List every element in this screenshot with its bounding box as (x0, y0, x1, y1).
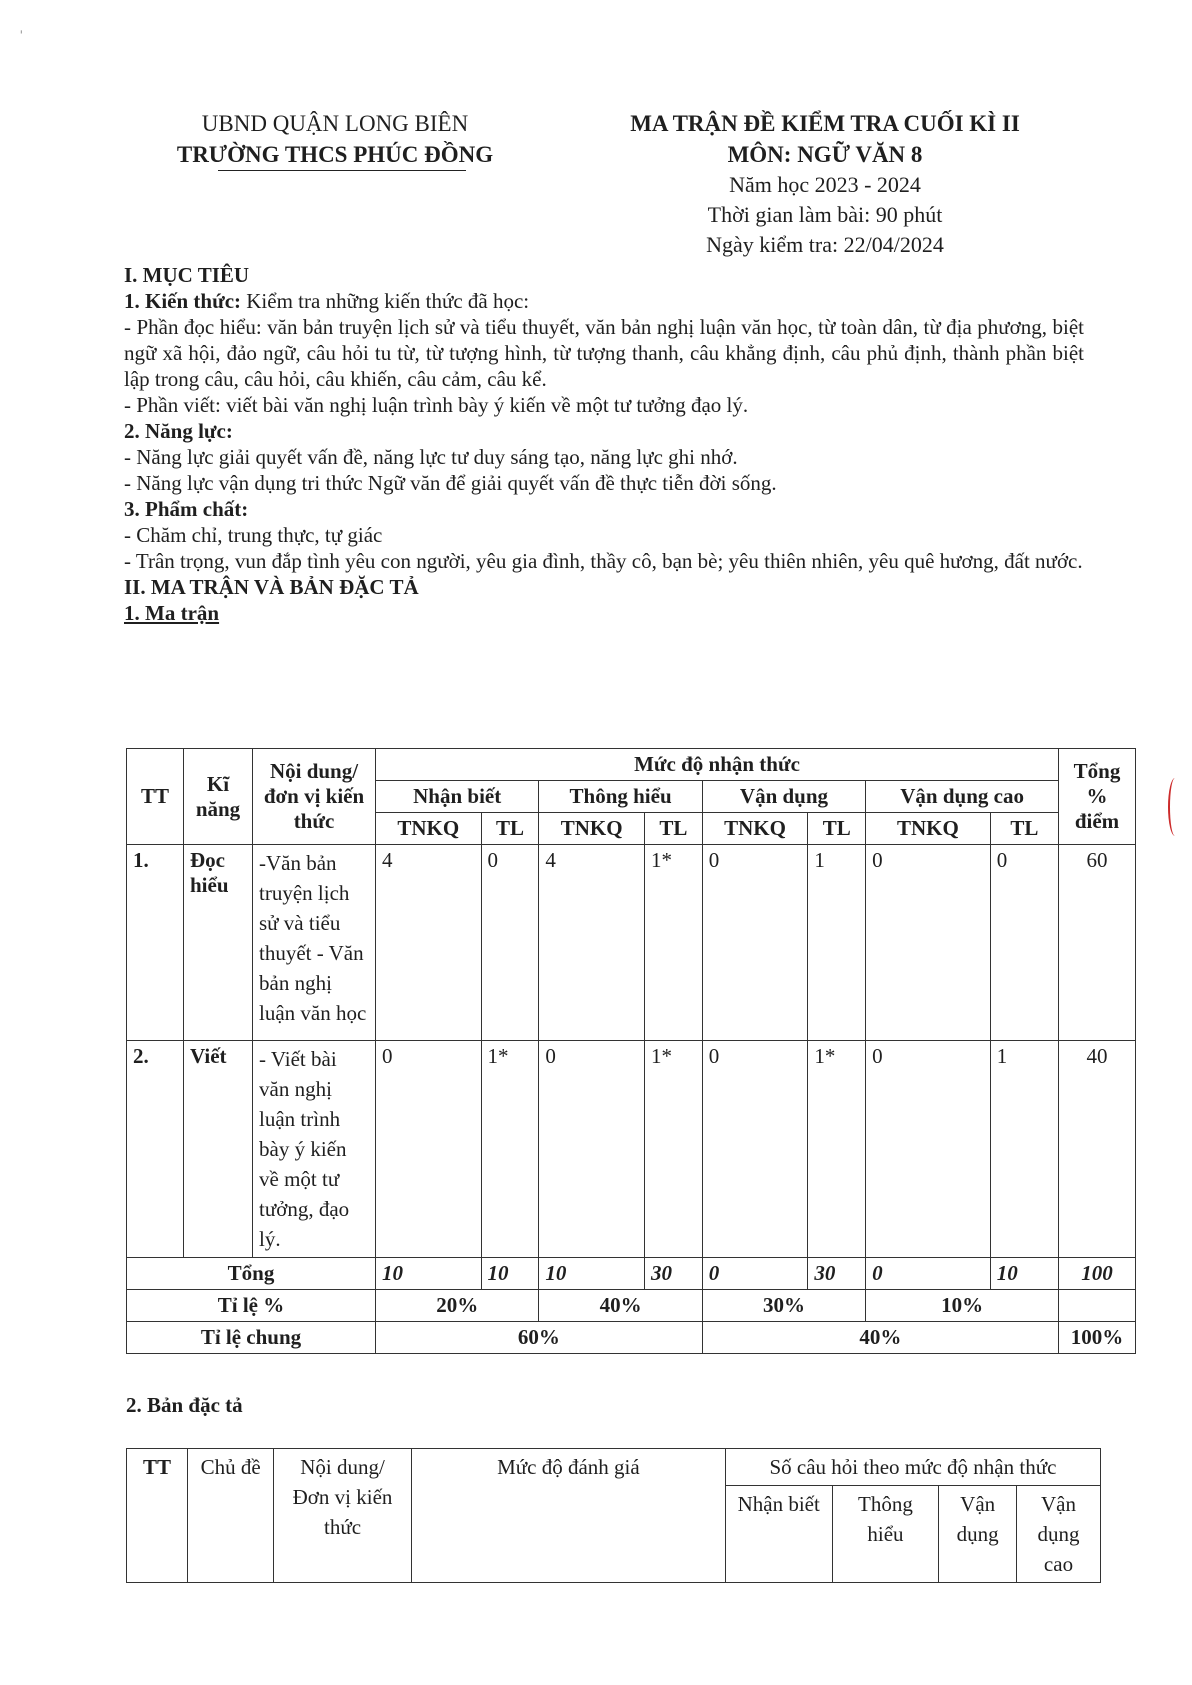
cell: 1* (808, 1041, 866, 1258)
quality-heading: 3. Phẩm chất: (124, 497, 249, 521)
ratio-cell: 20% (376, 1290, 539, 1322)
spec-count-apply: Vận dụng (939, 1486, 1017, 1583)
level-apply-high: Vận dụng cao (866, 781, 1059, 813)
cell: 1 (808, 845, 866, 1041)
level-recognize: Nhận biết (376, 781, 539, 813)
tl-header: TL (644, 813, 702, 845)
district-name: UBND QUẬN LONG BIÊN (201, 111, 469, 136)
col-total: Tổng % điểm (1059, 749, 1136, 845)
level-understand: Thông hiểu (539, 781, 702, 813)
reading-objective: - Phần đọc hiểu: văn bản truyện lịch sử và tiểu thuyết, văn bản nghị luận văn học, từ toàn dân, từ địa phương, biệt ngữ xã hội, đảo ngữ, câu hỏi tu từ, từ tượng hình, từ tượng thanh, câu khẳng định, câu phủ định, thành phần biệt lập trong câu, câu hỏi, câu khiến, câu cảm, câu kể. (124, 315, 1084, 391)
cell: 0 (376, 1041, 482, 1258)
sum-cell: 30 (808, 1258, 866, 1290)
ratio-cell: 10% (866, 1290, 1059, 1322)
cell: 4 (376, 845, 482, 1041)
col-level-group: Mức độ nhận thức (376, 749, 1059, 781)
spec-table (126, 1448, 1101, 1583)
cell: 0 (481, 845, 539, 1041)
quality-item-1: - Chăm chỉ, trung thực, tự giác (124, 523, 383, 547)
spec-col-count: Số câu hỏi theo mức độ nhận thức (725, 1449, 1100, 1486)
col-tt: TT (127, 749, 184, 845)
common-cell: 40% (702, 1322, 1058, 1354)
objectives-section (124, 262, 1084, 626)
ability-heading: 2. Năng lực: (124, 419, 233, 443)
cell: 0 (539, 1041, 645, 1258)
ratio-cell: 40% (539, 1290, 702, 1322)
ratio-empty (1059, 1290, 1136, 1322)
cell: 4 (539, 845, 645, 1041)
cell: 1 (990, 1041, 1058, 1258)
section2-heading: II. MA TRẬN VÀ BẢN ĐẶC TẢ (124, 575, 419, 599)
row-total: 40 (1059, 1041, 1136, 1258)
matrix-header-row-1 (127, 749, 1136, 781)
table-row (127, 1041, 1136, 1258)
common-row (127, 1322, 1136, 1354)
row-skill: Đọc hiểu (184, 845, 253, 1041)
sum-cell: 10 (376, 1258, 482, 1290)
tl-header: TL (990, 813, 1058, 845)
cell: 0 (866, 845, 991, 1041)
exam-header (560, 108, 1090, 260)
spec-subheading: 2. Bản đặc tả (126, 1393, 243, 1417)
header-underline (218, 170, 466, 171)
common-cell: 60% (376, 1322, 703, 1354)
ratio-row (127, 1290, 1136, 1322)
exam-duration: Thời gian làm bài: 90 phút (707, 202, 943, 227)
ratio-cell: 30% (702, 1290, 865, 1322)
table-row (127, 845, 1136, 1041)
ability-item-1: - Năng lực giải quyết vấn đề, năng lực tư duy sáng tạo, năng lực ghi nhớ. (124, 445, 738, 469)
exam-date: Ngày kiểm tra: 22/04/2024 (706, 232, 944, 257)
spec-col-level: Mức độ đánh giá (411, 1449, 725, 1583)
tnkq-header: TNKQ (539, 813, 645, 845)
spec-count-apply-high: Vận dụng cao (1017, 1486, 1101, 1583)
row-tt: 2. (127, 1041, 184, 1258)
sum-total: 100 (1059, 1258, 1136, 1290)
school-header (140, 108, 530, 170)
spec-col-topic: Chủ đề (188, 1449, 274, 1583)
red-pen-mark (1168, 778, 1182, 836)
sum-cell: 10 (539, 1258, 645, 1290)
row-content: - Viết bài văn nghị luận trình bày ý kiến về một tư tưởng, đạo lý. (253, 1041, 376, 1258)
spec-count-understand: Thông hiểu (832, 1486, 939, 1583)
spec-col-tt: TT (127, 1449, 188, 1583)
sum-cell: 30 (644, 1258, 702, 1290)
sum-row (127, 1258, 1136, 1290)
tl-header: TL (481, 813, 539, 845)
common-total: 100% (1059, 1322, 1136, 1354)
knowledge-line (124, 288, 1084, 314)
row-skill: Viết (184, 1041, 253, 1258)
cell: 0 (702, 1041, 808, 1258)
col-content: Nội dung/đơn vị kiến thức (253, 749, 376, 845)
ratio-label: Tỉ lệ % (127, 1290, 376, 1322)
sum-cell: 10 (481, 1258, 539, 1290)
tnkq-header: TNKQ (702, 813, 808, 845)
matrix-subheading: 1. Ma trận (124, 601, 220, 625)
knowledge-text: Kiểm tra những kiến thức đã học: (241, 289, 530, 313)
sum-label: Tổng (127, 1258, 376, 1290)
exam-subject: MÔN: NGỮ VĂN 8 (727, 142, 923, 167)
col-skill: Kĩ năng (184, 749, 253, 845)
sum-cell: 10 (990, 1258, 1058, 1290)
spec-header-row-1 (127, 1449, 1101, 1486)
matrix-table (126, 748, 1136, 1354)
spec-count-recognize: Nhận biết (725, 1486, 832, 1583)
row-content: -Văn bản truyện lịch sử và tiểu thuyết - Văn bản nghị luận văn học (253, 845, 376, 1041)
sum-cell: 0 (702, 1258, 808, 1290)
tnkq-header: TNKQ (866, 813, 991, 845)
spec-col-content: Nội dung/ Đơn vị kiến thức (274, 1449, 412, 1583)
level-apply: Vận dụng (702, 781, 865, 813)
school-name: TRƯỜNG THCS PHÚC ĐỒNG (176, 142, 494, 167)
sum-cell: 0 (866, 1258, 991, 1290)
tnkq-header: TNKQ (376, 813, 482, 845)
scan-speck: ˌ (18, 12, 25, 34)
cell: 0 (990, 845, 1058, 1041)
writing-objective: - Phần viết: viết bài văn nghị luận trình bày ý kiến về một tư tưởng đạo lý. (124, 393, 749, 417)
cell: 1* (644, 1041, 702, 1258)
cell: 1* (644, 845, 702, 1041)
knowledge-heading: 1. Kiến thức: (124, 289, 242, 313)
cell: 0 (866, 1041, 991, 1258)
tl-header: TL (808, 813, 866, 845)
exam-title: MA TRẬN ĐỀ KIỂM TRA CUỐI KÌ II (630, 111, 1020, 136)
cell: 1* (481, 1041, 539, 1258)
school-year: Năm học 2023 - 2024 (729, 172, 921, 197)
cell: 0 (702, 845, 808, 1041)
quality-item-2: - Trân trọng, vun đắp tình yêu con người, yêu gia đình, thầy cô, bạn bè; yêu thiên nhiên, yêu quê hương, đất nước. (124, 549, 1083, 573)
common-label: Tỉ lệ chung (127, 1322, 376, 1354)
section1-heading: I. MỤC TIÊU (124, 263, 250, 287)
row-tt: 1. (127, 845, 184, 1041)
row-total: 60 (1059, 845, 1136, 1041)
ability-item-2: - Năng lực vận dụng tri thức Ngữ văn để giải quyết vấn đề thực tiễn đời sống. (124, 471, 777, 495)
